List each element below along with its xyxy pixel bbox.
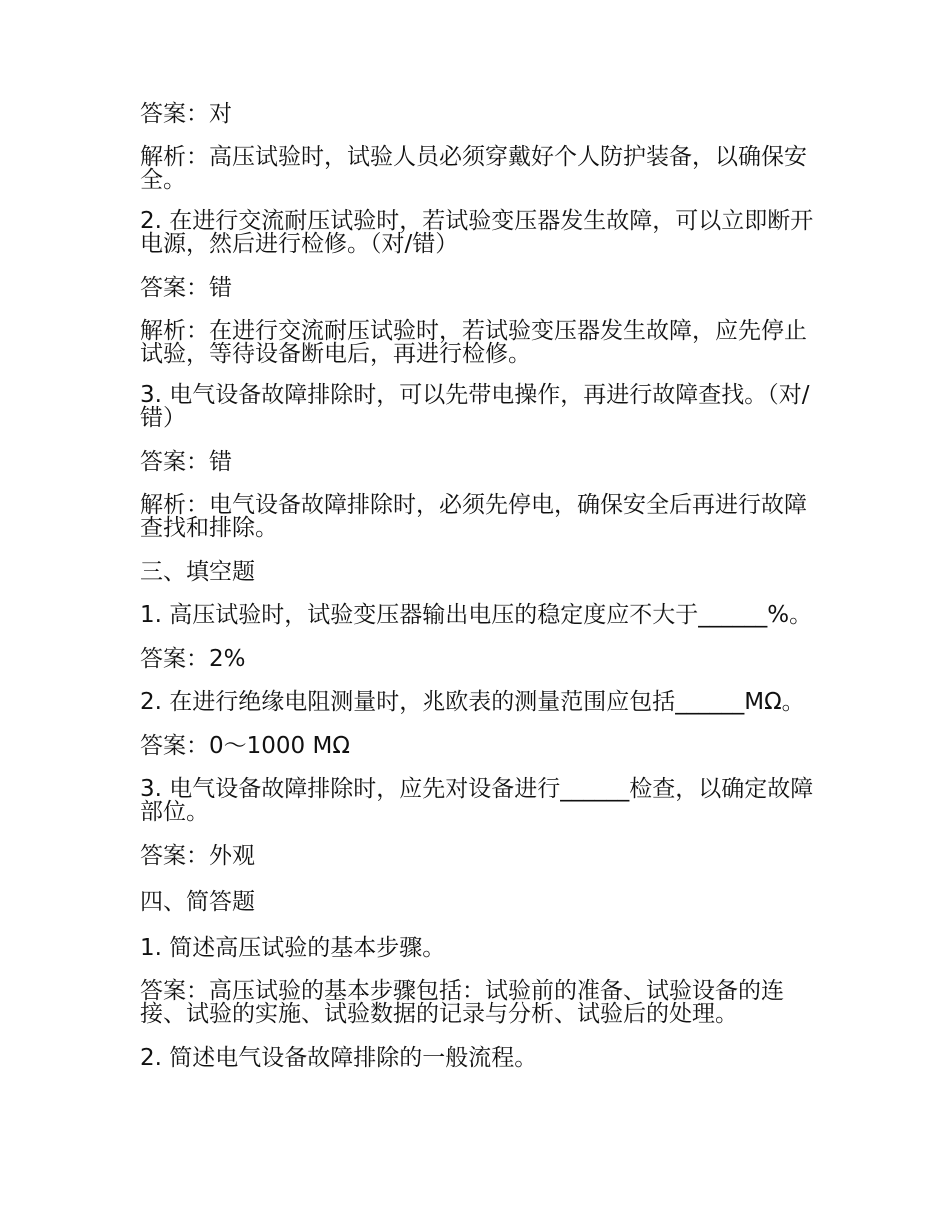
- explanation-paragraph: 解析：在进行交流耐压试验时，若试验变压器发生故障，应先停止试验，等待设备断电后，再进行检修。: [140, 318, 807, 367]
- answer-line: 答案：2%: [140, 646, 246, 672]
- question-paragraph: 1. 高压试验时，试验变压器输出电压的稳定度应不大于______%。: [140, 602, 813, 628]
- answer-paragraph: 答案：高压试验的基本步骤包括：试验前的准备、试验设备的连接、试验的实施、试验数据的记录与分析、试验后的处理。: [140, 978, 784, 1027]
- answer-line: 答案：错: [140, 275, 232, 301]
- answer-line: 答案：错: [140, 449, 232, 475]
- question-paragraph: 2. 在进行绝缘电阻测量时，兆欧表的测量范围应包括______MΩ。: [140, 689, 805, 715]
- answer-line: 答案：0～1000 MΩ: [140, 733, 350, 759]
- section-heading: 四、简答题: [140, 889, 255, 915]
- question-paragraph: 1. 简述高压试验的基本步骤。: [140, 935, 446, 961]
- question-paragraph: 2. 在进行交流耐压试验时，若试验变压器发生故障，可以立即断开电源，然后进行检修。（对/错）: [140, 208, 814, 257]
- section-heading: 三、填空题: [140, 559, 255, 585]
- answer-line: 答案：外观: [140, 843, 255, 869]
- question-paragraph: 3. 电气设备故障排除时，可以先带电操作，再进行故障查找。（对/错）: [140, 382, 810, 431]
- document-body: [140, 100, 820, 1090]
- question-paragraph: 2. 简述电气设备故障排除的一般流程。: [140, 1045, 538, 1071]
- answer-line: 答案：对: [140, 101, 232, 127]
- explanation-paragraph: 解析：高压试验时，试验人员必须穿戴好个人防护装备，以确保安全。: [140, 144, 807, 193]
- explanation-paragraph: 解析：电气设备故障排除时，必须先停电，确保安全后再进行故障查找和排除。: [140, 492, 807, 541]
- question-paragraph: 3. 电气设备故障排除时，应先对设备进行______检查，以确定故障部位。: [140, 776, 814, 825]
